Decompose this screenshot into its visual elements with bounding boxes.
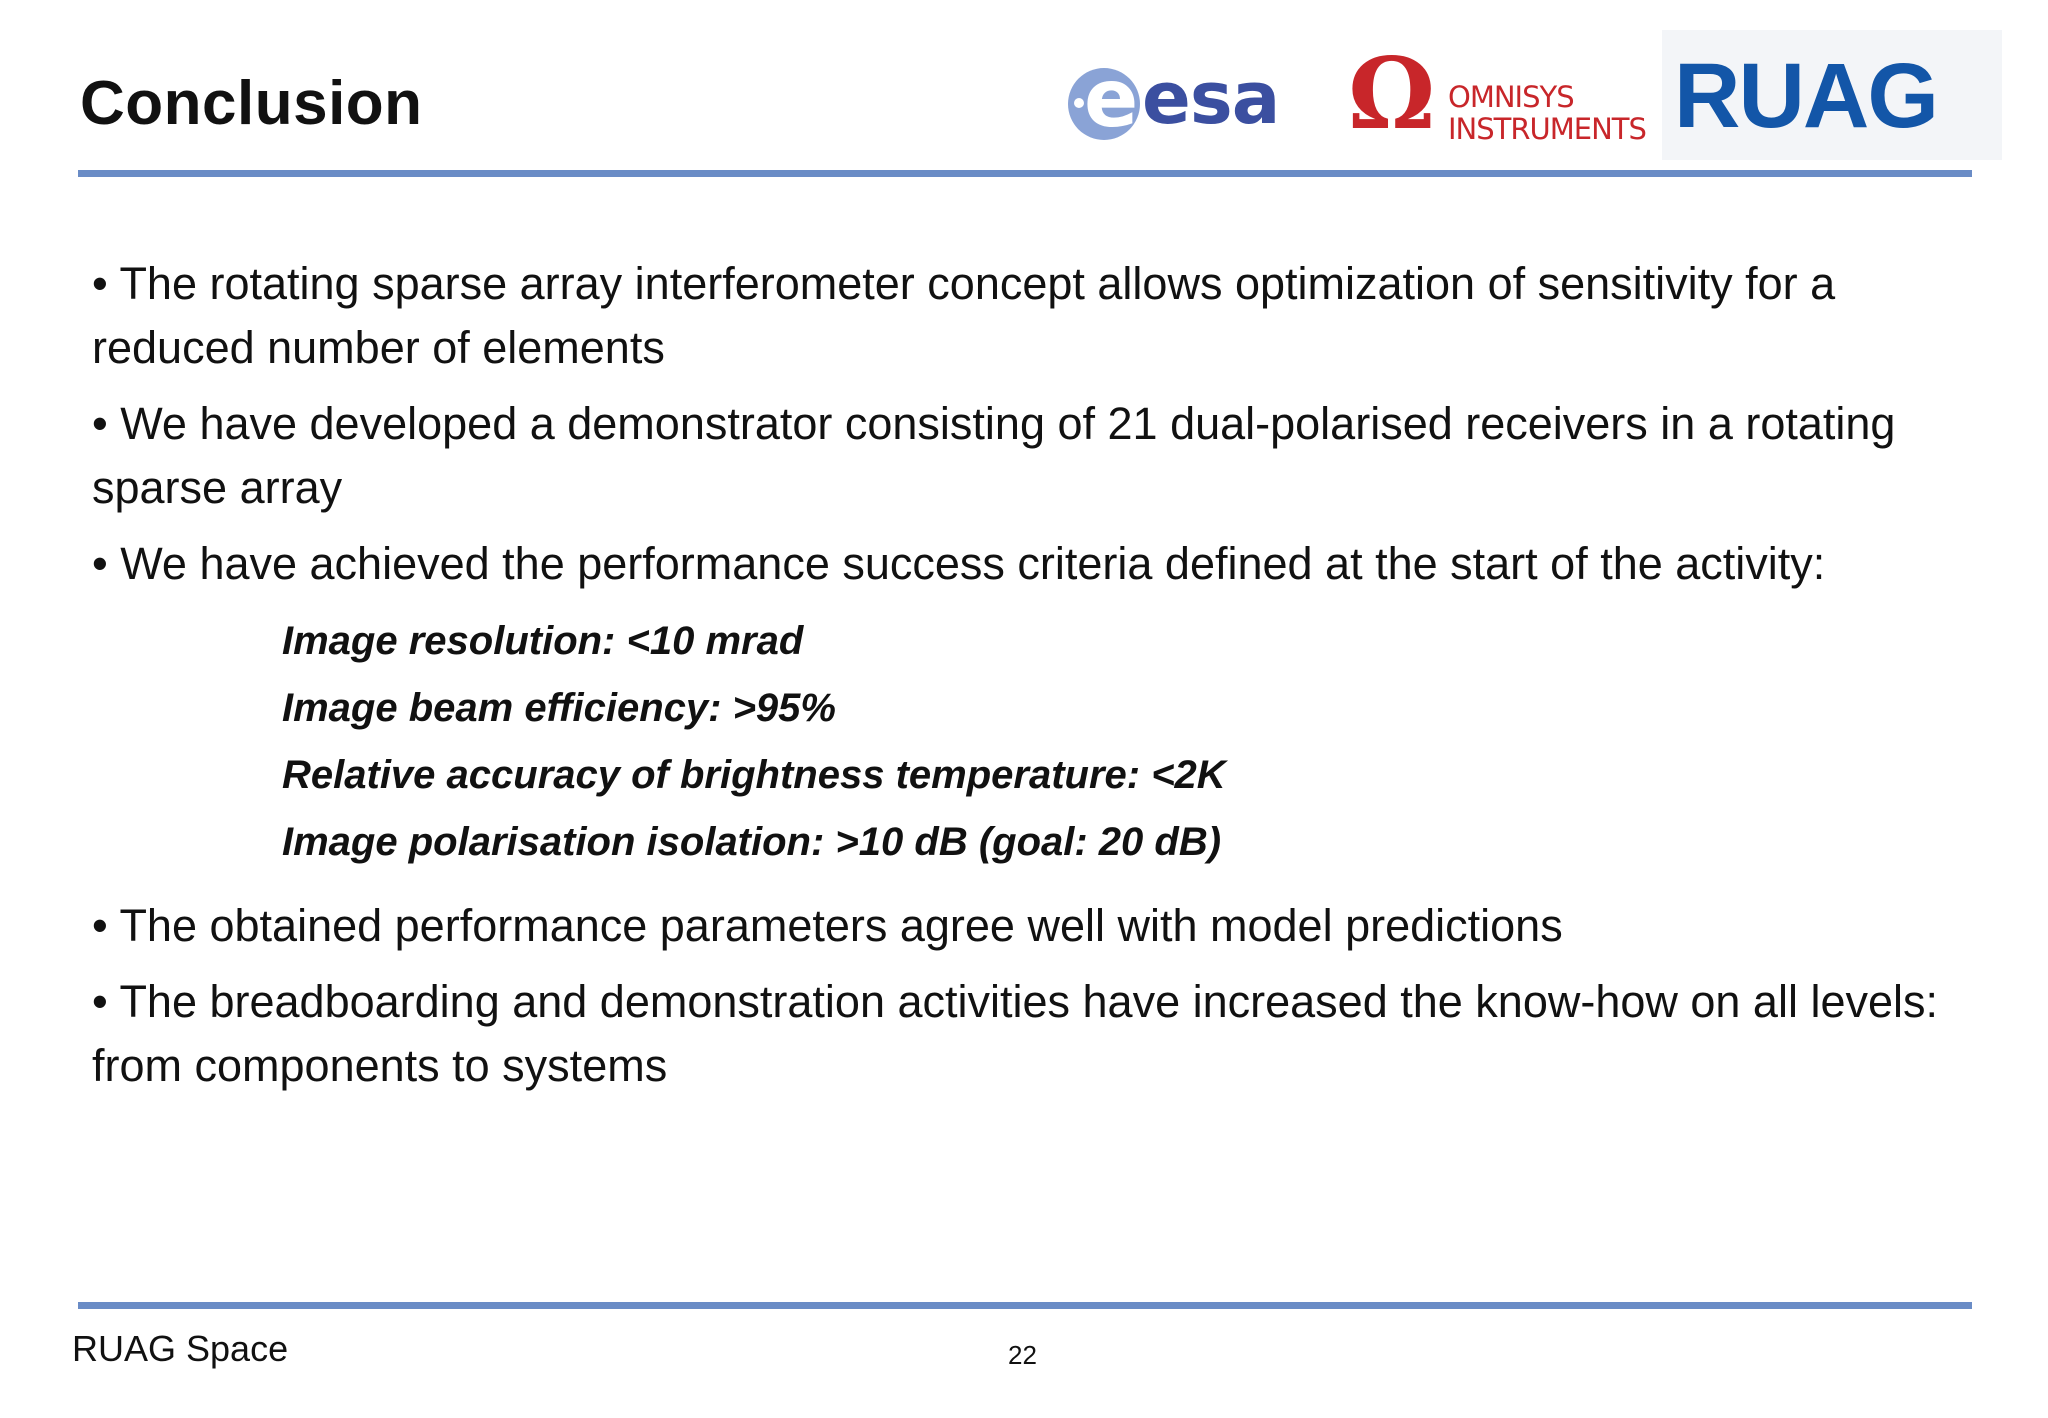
success-criteria-list bbox=[282, 608, 1972, 876]
criterion-item: Image resolution: <10 mrad bbox=[282, 619, 804, 663]
omnisys-wordmark-line1: OMNISYS bbox=[1448, 80, 1574, 114]
ruag-wordmark: RUAG bbox=[1674, 45, 1937, 147]
logo-bar bbox=[1050, 30, 2020, 170]
footer-company: RUAG Space bbox=[72, 1328, 289, 1369]
slide-body bbox=[92, 252, 1972, 1110]
esa-e-letter: e bbox=[1084, 52, 1139, 145]
omnisys-logo bbox=[1348, 37, 1646, 152]
bullet-item: • We have achieved the performance success criteria defined at the start of the activity: bbox=[92, 538, 1826, 589]
criterion-item: Image polarisation isolation: >10 dB (goal: 20 dB) bbox=[282, 820, 1222, 864]
ruag-logo bbox=[1662, 30, 2002, 160]
criterion-item: Relative accuracy of brightness temperature: <2K bbox=[282, 753, 1226, 797]
omega-icon: Ω bbox=[1348, 37, 1436, 152]
bullet-item: • The obtained performance parameters agree well with model predictions bbox=[92, 900, 1563, 951]
footer-divider bbox=[78, 1302, 1972, 1309]
page-title: Conclusion bbox=[80, 69, 423, 138]
esa-wordmark: esa bbox=[1142, 56, 1280, 140]
esa-logo bbox=[1060, 52, 1280, 145]
bullet-item: • We have developed a demonstrator consisting of 21 dual-polarised receivers in a rotating sparse array bbox=[92, 398, 1896, 513]
bullet-item: • The breadboarding and demonstration activities have increased the know-how on all levels: from components to systems bbox=[92, 976, 1939, 1091]
page-number: 22 bbox=[1008, 1340, 1037, 1370]
bullet-item: • The rotating sparse array interferometer concept allows optimization of sensitivity for a reduced number of elements bbox=[92, 258, 1836, 373]
omnisys-wordmark-line2: INSTRUMENTS bbox=[1448, 112, 1646, 146]
criterion-item: Image beam efficiency: >95% bbox=[282, 686, 836, 730]
header-divider bbox=[78, 170, 1972, 177]
